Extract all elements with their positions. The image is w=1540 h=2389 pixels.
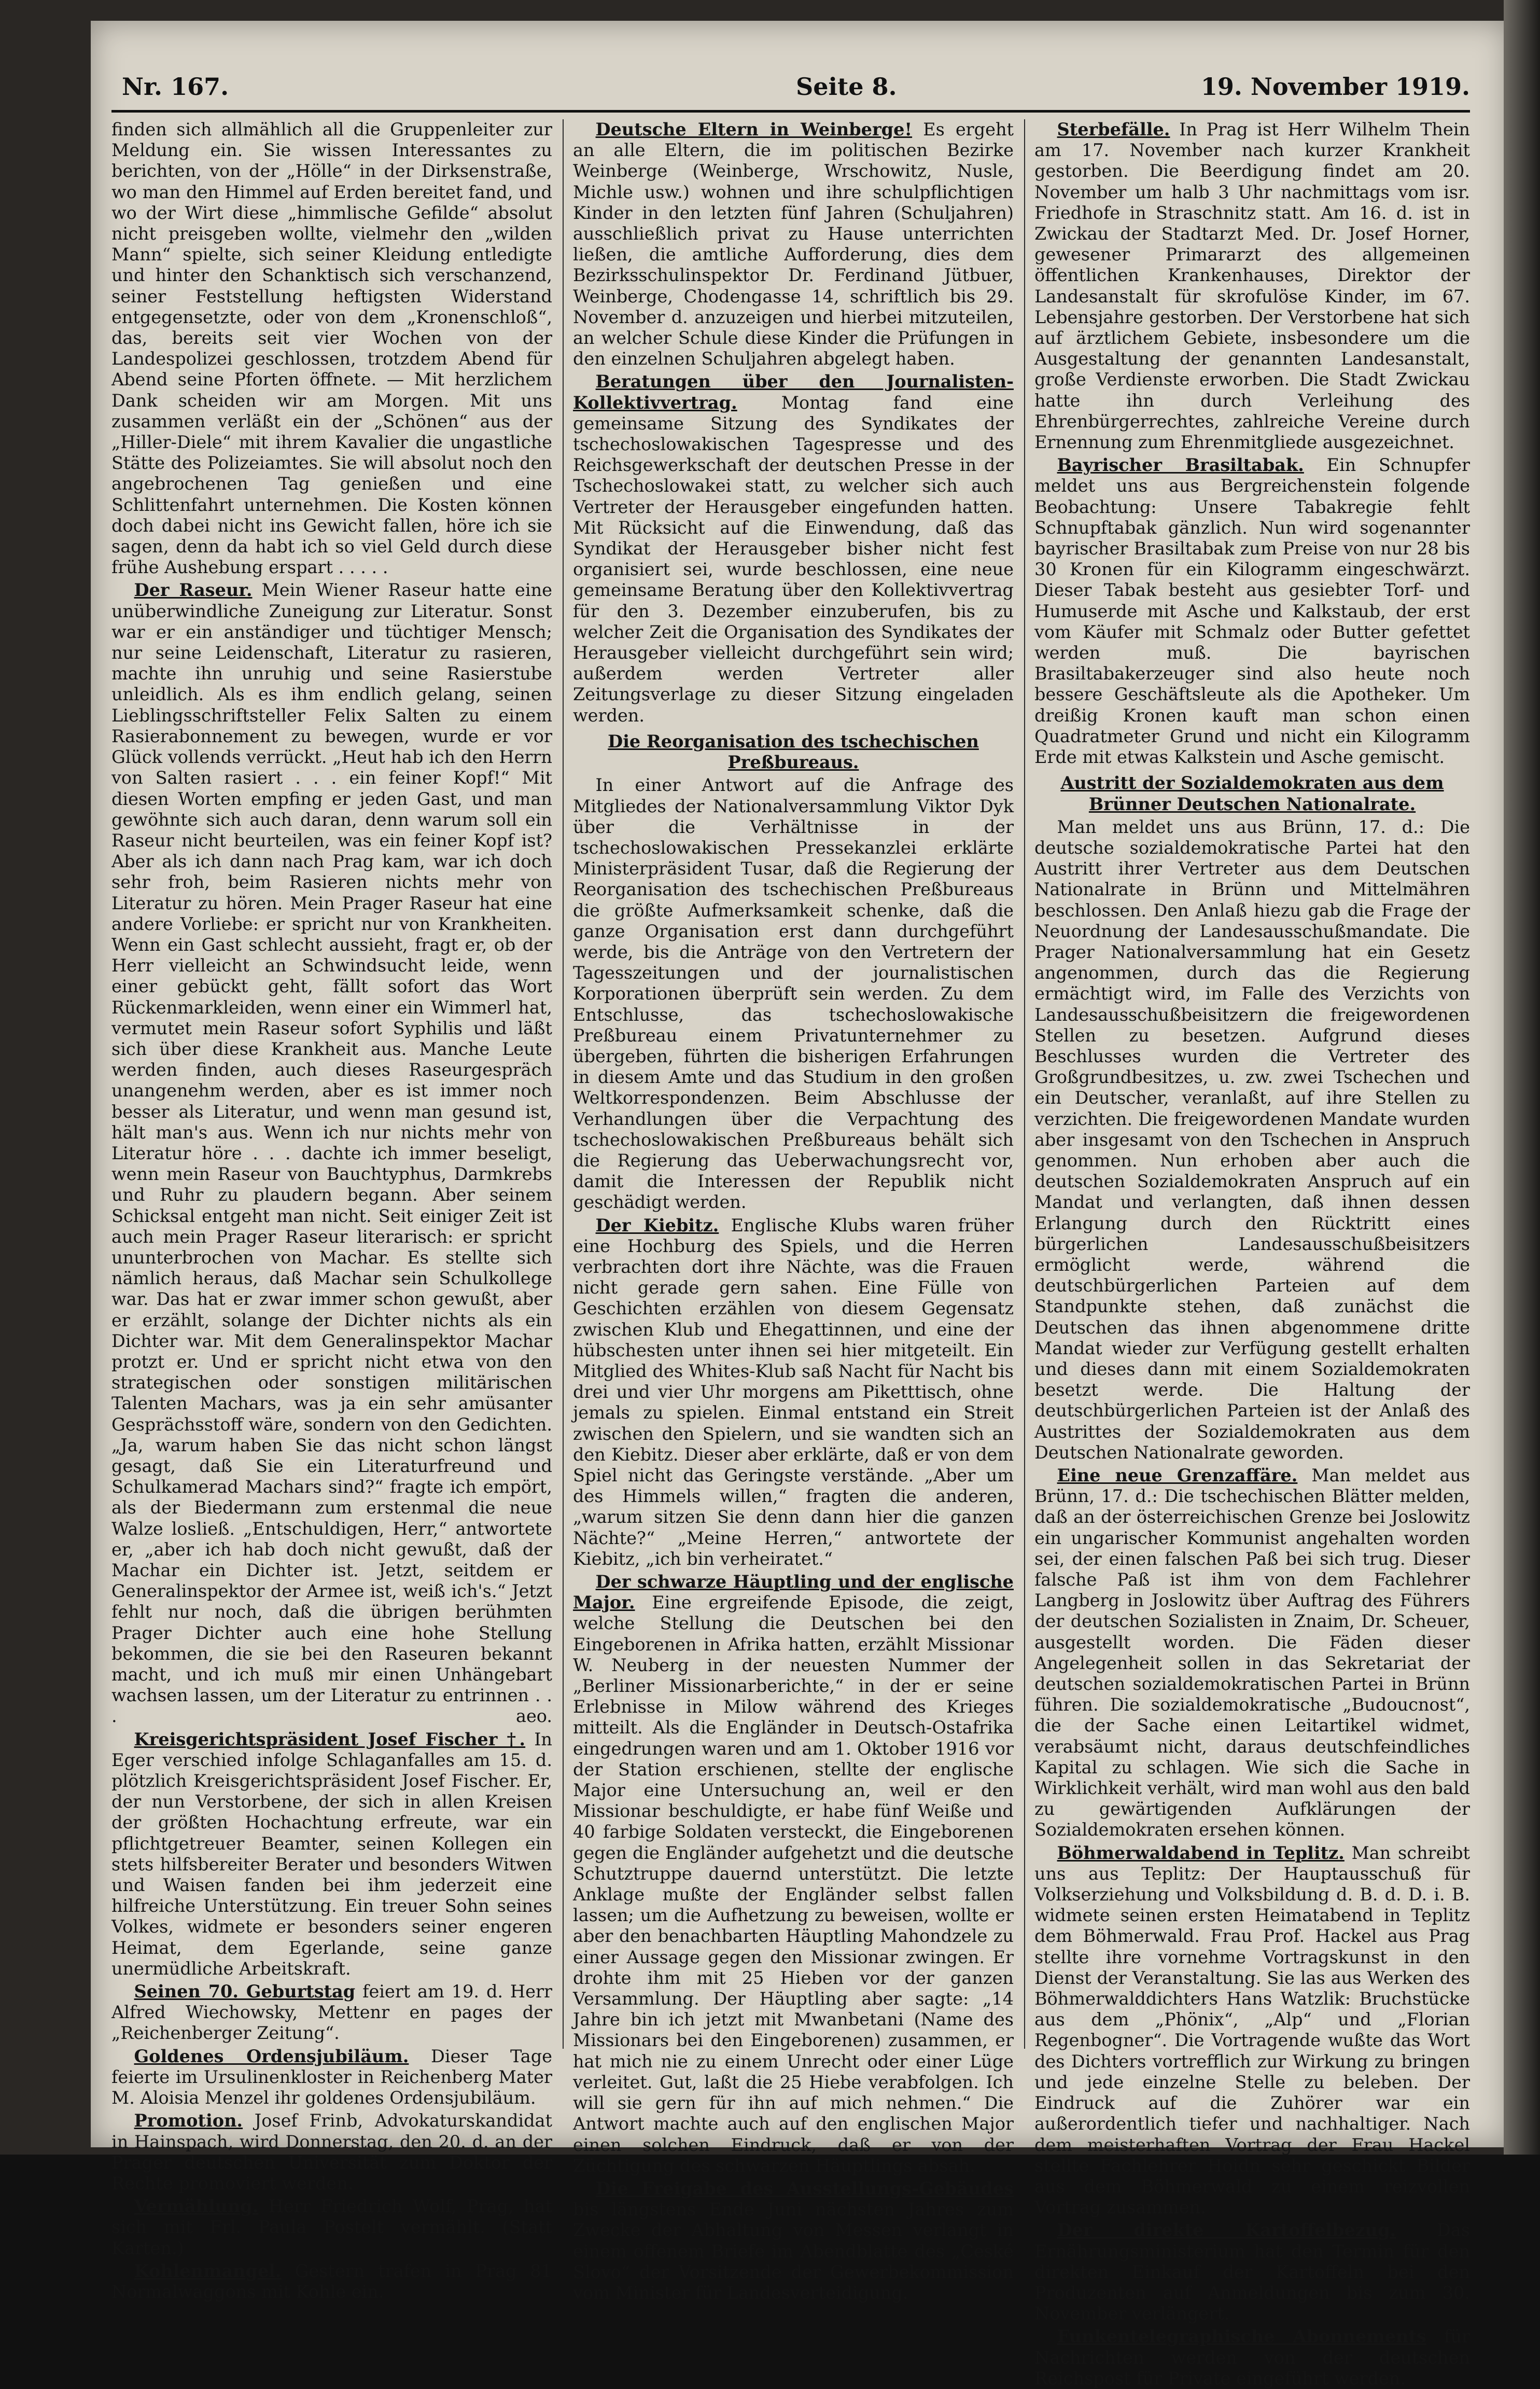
article-heading: Deutsche Eltern in Weinberge! — [595, 119, 913, 140]
article-heading-centered — [1034, 773, 1470, 814]
column-1 — [111, 119, 552, 2302]
page-number: Seite 8. — [796, 73, 897, 101]
page-edge — [1504, 0, 1540, 2155]
article-heading: Die Reorganisation des tschechischen Preßbureaus. — [608, 731, 979, 773]
article-austritt: Man meldet uns aus Brünn, 17. d.: Die deutsche sozialdemokratische Partei hat den Austritt ihrer Vertreter aus dem Deutschen Nationalrate in Brünn und Mittelmähren beschlossen. Den Anlaß hiezu gab die Frage der Neuordnung der Landesausschußmandate. Die Prager Nationalversammlung hat ein Gesetz angenommen, durch das die Regierung ermächtigt wird, im Falle des Verzichts von Landesausschußbeisitzern die freigewordenen Stellen zu besetzen. Aufgrund dieses Beschlusses wurden die Vertreter des Großgrundbesitzes, u. zw. zwei Tschechen und ein Deutscher, veranlaßt, auf ihre Stellen zu verzichten. Die freigewordenen Mandate wurden aber insgesamt von den Tschechen in Anspruch genommen. Nun erhoben aber auch die deutschen Sozialdemokraten Anspruch auf ein Mandat und verlangten, daß ihnen dessen Erlangung durch den Rücktritt eines bürgerlichen Landesausschußbeisitzers ermöglicht werde, während die deutschbürgerlichen Parteien auf dem Standpunkte stehen, daß zunächst die Deutschen das ihnen abgenommene dritte Mandat wieder zur Verfügung gestellt erhalten und dieses dann mit einem Sozialdemokraten besetzt werde. Die Haltung der deutschbürgerlichen Parteien ist der Anlaß des Austrittes der Sozialdemokraten aus dem Deutschen Nationalrate geworden. — [1034, 816, 1470, 1463]
article-continuation: finden sich allmählich all die Gruppenleiter zur Meldung ein. Sie wissen Interessantes zu berichten, von der „Hölle“ in der Dirksenstraße, wo man den Himmel auf Erden bereitet fand, und wo der Wirt diese „himmlische Gefilde“ absolut nicht preisgeben wollte, vielmehr den „wilden Mann“ spielte, sich seiner Kleidung entledigte und hinter den Schanktisch sich verschanzend, seiner Feststellung heftigsten Widerstand entgegensetzte, oder von dem „Kronenschloß“, das, bereits seit vier Wochen von der Landespolizei geschlossen, trotzdem Abend für Abend seine Pforten öffnete. — Mit herzlichem Dank scheiden wir am Morgen. Mit uns zusammen verläßt ein der „Schönen“ aus der „Hiller-Diele“ mit ihrem Kavalier die ungastliche Stätte des Polizeiamtes. Sie will absolut noch den angebrochenen Tag genießen und eine Schlittenfahrt unternehmen. Die Kosten können doch dabei nicht ins Gewicht fallen, höre ich sie sagen, denn da habt ich so viel Geld durch diese frühe Aushebung erspart . . . . . — [111, 119, 552, 578]
article-heading: Böhmerwaldabend in Teplitz. — [1057, 1842, 1345, 1863]
article-body: Es ergeht an alle Eltern, die im politischen Bezirke Weinberge (Weinberge, Wrschowitz, Nusle, Michle usw.) wohnen und ihre schulpflichtigen Kinder in den letzten fünf Jahren (Schuljahren) ausschließlich privat zu Hause unterrichten ließen, die amtliche Aufforderung, dies dem Bezirksschulinspektor Dr. Ferdinand Jütbuer, Weinberge, Chodengasse 14, schriftlich bis 29. November d. anzuzeigen und hierbei mitzuteilen, an welcher Schule diese Kinder die Prüfungen in den einzelnen Schuljahren abgelegt haben. — [573, 119, 1014, 369]
article-kohlenmangel — [111, 2261, 552, 2302]
article-brasiltabak — [1034, 455, 1470, 768]
article-heading: Sterbefälle. — [1057, 119, 1170, 140]
article-heading: Eine neue Grenzaffäre. — [1057, 1465, 1298, 1485]
article-body: Montag fand eine gemeinsame Sitzung des Syndikates der tschechoslowakischen Tagespresse und des Reichsgewerkschaft der deutschen Presse in der Tschechoslowakei statt, zu welcher sich auch Vertreter der Herausgeber eingefunden hatten. Mit Rücksicht auf die Einwendung, daß das Syndikat der Herausgeber bisher nicht fest organisiert sei, wurde beschlossen, eine neue gemeinsame Beratung über den Kollektivvertrag für den 3. Dezember einzuberufen, bis zu welcher Zeit die Organisation des Syndikates der Herausgeber vielleicht durchgeführt sein wird; außerdem werden Vertreter aller Zeitungsverlage zu dieser Sitzung eingeladen werden. — [573, 392, 1014, 726]
article-funkentelegraphie — [1034, 2326, 1470, 2389]
article-kiebitz — [573, 1215, 1014, 1569]
column-divider — [563, 119, 564, 2049]
article-heading: Kreisgerichtspräsident Josef Fischer †. — [134, 1729, 526, 1749]
article-boehmerwaldabend — [1034, 1843, 1470, 2218]
article-body: Ein Schnupfer meldet uns aus Bergreichenstein folgende Beobachtung: Unsere Tabakregie fehlt Schnupftabak gänzlich. Nun wird sogenannter bayrischer Brasiltabak zum Preise von nur 28 bis 30 Kronen für ein Kilogramm eingeschwärzt. Dieser Tabak besteht aus gesiebter Torf- und Humuserde mit Asche und Kalkstaub, der erst vom Käufer mit Schmalz oder Butter gefettet werden muß. Die bayrischen Brasiltabakerzeuger sind also heute noch bessere Geschäftsleute als die Apotheker. Um dreißig Kronen kauft man schon einen Quadratmeter Grund und nicht ein Kilogramm Erde mit etwas Kalkstein und Asche gemischt. — [1034, 455, 1470, 768]
article-heading: Seinen 70. Geburtstag — [134, 1981, 356, 2002]
article-promotion — [111, 2110, 552, 2194]
article-fischer — [111, 1729, 552, 1979]
issue-number: Nr. 167. — [122, 73, 229, 101]
article-body: für Nachrichten werden von der deutschen Reichspost für Private eingeführt werden. — [1034, 2326, 1470, 2388]
article-body: feiert am 19. d. Herr Alfred Wiechowsky, Mettenr en pages der „Reichenberger Zeitung“. — [111, 1981, 552, 2044]
article-heading: Der Kiebitz. — [595, 1215, 719, 1235]
article-body: In Eger verschied infolge Schlaganfalles am 15. d. plötzlich Kreisgerichtspräsident Josef Fischer. Er, der nun Verstorbene, der sich in allen Kreisen der größten Hochachtung erfreute, war ein pflichtgetreuer Beamter, seinen Kollegen ein stets hilfsbereiter Berater und besonders Witwen und Waisen fanden bei ihm jederzeit eine hilfreiche Unterstützung. Ein treuer Sohn seines Volkes, widmete er besonders seiner engeren Heimat, dem Egerlande, seine ganze unermüdliche Arbeitskraft. — [111, 1729, 552, 1979]
article-heading-centered — [573, 731, 1014, 773]
article-heading: Austritt der Sozialdemokraten aus dem Brünner Deutschen Nationalrate. — [1060, 773, 1444, 814]
article-body: Gestern trafen in Prag 81 Normalwaggons mit Kohle ein. — [111, 2260, 552, 2302]
article-heading: Der schwarze Häuptling und der englische Major. — [573, 1572, 1014, 1613]
article-ordensjubilaeum — [111, 2046, 552, 2109]
article-body: Mein Wiener Raseur hatte eine unüberwindliche Zuneigung zur Literatur. Sonst war er ein anständiger und tüchtiger Mensch; nur seine Leidenschaft, Literatur zu rasieren, machte ihn unruhig und seine Rasierstube unleidlich. Als es ihm endlich gelang, seinen Lieblingsschriftsteller Felix Salten zu einem Rasierabonnement zu bewegen, wurde er vor Glück vollends verrückt. „Heut hab ich den Herrn von Salten rasiert . . . ein feiner Kopf!“ Mit diesen Worten empfing er jeden Gast, und man gewöhnte sich auch daran, denn warum soll ein Raseur nicht beurteilen, was ein feiner Kopf ist? Aber als ich dann nach Prag kam, war ich doch sehr froh, beim Rasieren nichts mehr von Literatur zu hören. Mein Prager Raseur hat eine andere Vorliebe: er spricht nur von Krankheiten. Wenn ein Gast schlecht aussieht, fragt er, ob der Herr vielleicht an Schwindsucht leide, wenn einer gebückt geht, fällt sofort das Wort Rückenmarkleiden, wenn einer ein Wimmerl hat, vermutet mein Raseur sofort Syphilis und läßt sich über diese Krankheit aus. Manche Leute werden finden, auch dieses Raseurgespräch unangenehm werden, aber es ist immer noch besser als Literatur, und wenn man gesund ist, hält man's aus. Wenn ich nur nichts mehr von Literatur höre . . . dachte ich immer beseligt, wenn mein Raseur von Bauchtyphus, Darmkrebs und Ruhr zu plaudern begann. Aber seinem Schicksal entgeht man nicht. Seit einiger Zeit ist auch mein Prager Raseur literarisch: er spricht ununterbrochen von Machar. Es stellte sich nämlich heraus, daß Machar sein Schulkollege war. Das hat er zwar immer schon gewußt, aber er erzählt, solange der Dichter nichts als ein Dichter war. Mit dem Generalinspektor Machar protzt er. Und er spricht nicht etwa von den strategischen oder sonstigen militärischen Talenten Machars, was ja ein sehr amüsanter Gesprächsstoff wäre, sondern von den Gedichten. „Ja, warum haben Sie das nicht schon längst gesagt, daß Sie ein Literaturfreund und Schulkamerad Machars sind?“ fragte ich empört, als der Biedermann zum erstenmal die neue Walze losließ. „Entschuldigen, Herr,“ antwortete er, „aber ich hab doch nicht gewußt, daß der Machar ein Dichter ist. Jetzt, seitdem er Generalinspektor der Armee ist, weiß ich's.“ Jetzt fehlt nur noch, daß die übrigen berühmten Prager Dichter auch eine hohe Stellung bekommen, die sie bei den Raseuren bekannt macht, und ich muß mir einen Unhängebart wachsen lassen, um der Literatur zu entrinnen . . . — [111, 580, 552, 1727]
header-rule — [111, 110, 1470, 113]
page-header — [111, 73, 1470, 109]
article-raseur — [111, 580, 552, 1727]
article-body: Herr Friedrich Wolf, Prag, hat sich mit Frl. Paula Postelt vermählt. (Statt Karten.) — [111, 2196, 552, 2258]
article-kartoffelbezug — [1034, 2220, 1470, 2324]
article-body: Man meldet aus Brünn, 17. d.: Die tschechischen Blätter melden, daß an der österreichischen Grenze bei Joslowitz ein ungarischer Kommunist angehalten worden sei, der einen falschen Paß bei sich trug. Dieser falsche Paß ist ihm von dem Fachlehrer Langberg in Joslowitz über Auftrag des Führers der deutschen Sozialisten in Znaim, Dr. Scheuer, ausgestellt worden. Die Fäden dieser Angelegenheit sollen in das Sekretariat der deutschen sozialdemokratischen Partei in Brünn führen. Die sozialdemokratische „Budoucnost“, die der Sache einen Leitartikel widmet, verabsäumt nicht, daraus deutschfeindliches Kapital zu schlagen. Wie sich die Sache in Wirklichkeit verhält, wird man wohl aus den bald zu gewärtigenden Aufklärungen der Sozialdemokraten ersehen können. — [1034, 1465, 1470, 1840]
article-vermaehlung — [111, 2196, 552, 2259]
article-heading: Goldenes Ordensjubiläum. — [134, 2046, 409, 2066]
article-body: Eine ergreifende Episode, die zeigt, welche Stellung die Deutschen bei den Eingeborenen in Afrika hatten, erzählt Missionar W. Neuberg in der neuesten Nummer der „Berliner Missionarberichte,“ in der er seine Erlebnisse in Milow während des Krieges mitteilt. Als die Engländer in Deutsch-Ostafrika eingedrungen waren und am 1. Oktober 1916 vor der Station erschienen, stellte der englische Major eine Untersuchung an, weil er den Missionar beschuldigte, er habe fünf Weiße und 40 farbige Soldaten versteckt, die Eingeborenen gegen die Engländer aufgehetzt und die deutsche Schutztruppe dauernd unterstützt. Die letzte Anklage mußte der Engländer selbst fallen lassen; um die Aufhetzung zu beweisen, wollte er aber den benachbarten Häuptling Mahondzele zu einer Aussage gegen den Missionar zwingen. Er drohte ihm mit 25 Hieben vor der ganzen Versammlung. Der Häuptling aber sagte: „14 Jahre bin ich jetzt mit Mwanbetani (Name des Missionars bei den Eingeborenen) zusammen, er hat mich nie zu einem Unrecht oder einer Lüge verleitet. Gut, laßt die 25 Hiebe verabfolgen. Ich will sie gern für ihn auf mich nehmen.“ Die Antwort machte auch auf den englischen Major einen solchen Eindruck, daß er von der Züchtigung des schwarzen Häuptlings absah. — [573, 1592, 1014, 2176]
article-heading: Der Raseur. — [134, 580, 253, 601]
article-journalisten — [573, 371, 1014, 726]
article-sterbefaelle — [1034, 119, 1470, 453]
article-heading: Der direkte Kartoffelbezug. — [1057, 2220, 1396, 2241]
article-heading: Beratungen über den Journalisten-Kollektivvertrag. — [573, 371, 1014, 413]
article-body: Man schreibt uns aus Teplitz: Der Hauptausschuß für Volkserziehung und Volksbildung d. B. d. D. i. B. widmete seinen ersten Heimatabend in Teplitz dem Böhmerwald. Frau Prof. Hackel aus Prag stellte ihre vornehme Vortragskunst in den Dienst der Veranstaltung. Sie las aus Werken des Böhmerwalddichters Hans Watzlik: Bruchstücke aus dem „Phönix“, „Alp“ und „Florian Regenbogner“. Die Vortragende wußte das Wort des Dichters vortrefflich zur Wirkung zu bringen und jede einzelne Stelle zu beleben. Der Eindruck auf die Zuhörer war ein außerordentlich tiefer und nachhaltiger. Nach dem meisterhaften Vortrag der Frau Hackel stellte Fachlehrer Hoidn sehr geschickt Bilder aus dem Böhmerwald zu einem reizvollen Vortrag zusammen. — [1034, 1842, 1470, 2218]
article-eltern — [573, 119, 1014, 369]
article-freigabe — [573, 2178, 1014, 2303]
article-heading: Vermählung. — [134, 2196, 259, 2217]
column-divider — [1024, 119, 1025, 2049]
column-2 — [573, 119, 1014, 2303]
article-body: Dieser Tage feierte im Ursulinenkloster in Reichenberg Mater M. Aloisia Menzel ihr goldenes Ordensjubiläum. — [111, 2046, 552, 2108]
article-heading: Promotion. — [134, 2110, 243, 2131]
article-heading: Bayrischer Brasiltabak. — [1057, 455, 1304, 476]
article-heading: Kohlenmangel. — [134, 2260, 282, 2281]
article-body: Englische Klubs waren früher eine Hochburg des Spiels, und die Herren verbrachten dort ihre Nächte, was die Frauen nicht gerade gern sahen. Eine Fülle von Geschichten erzählen von diesem Gegensatz zwischen Klub und Ehegattinnen, und eine der hübschesten unter ihnen sei hier mitgeteilt. Ein Mitglied des Whites-Klub saß Nacht für Nacht bis drei und vier Uhr morgens am Piketttisch, ohne jemals zu spielen. Einmal entstand ein Streit zwischen den Spielern, und sie wandten sich an den Kiebitz. Dieser aber erklärte, daß er von dem Spiel nicht das Geringste verstände. „Aber um des Himmels willen,“ fragten die anderen, „warum sitzen Sie denn dann hier die ganzen Nächte?“ „Meine Herren,“ antwortete der Kiebitz, „ich bin verheiratet.“ — [573, 1215, 1014, 1569]
article-body: Josef Frinb, Advokaturskandidat in Hainspach, wird Donnerstag, den 20. d. an der Prager deutschen Universität zum Doktor der Rechte promoviert werden. — [111, 2110, 552, 2193]
author-signature: aeo. — [515, 1706, 552, 1727]
article-body: bis längstens Ende Juni nächsten Jahres zum Zwecke der Abhaltung von Messen verlangt in einem offenem Briefe im Abendblatte des „Ceské Slovo“ der Vorsitzende der Gewerbekommission vom Minister für Landesverteidigung. — [573, 2199, 1014, 2303]
article-body: In Prag ist Herr Wilhelm Thein am 17. November nach kurzer Krankheit gestorben. Die Beerdigung findet am 20. November um halb 3 Uhr nachmittags vom isr. Friedhofe in Straschnitz statt. Am 16. d. ist in Zwickau der Stadtarzt Med. Dr. Josef Horner, gewesener Primararzt des allgemeinen öffentlichen Krankenhauses, Direktor der Landesanstalt für skrofulöse Kinder, im 67. Lebensjahre gestorben. Der Verstorbene hat sich auf ärztlichem Gebiete, insbesondere um die Ausgestaltung der genannten Landesanstalt, große Verdienste erworben. Die Stadt Zwickau hatte ihn durch Verleihung des Ehrenbürgerrechtes, zahlreiche Vereine durch Ernennung zum Ehrenmitgliede ausgezeichnet. — [1034, 119, 1470, 453]
issue-date: 19. November 1919. — [1200, 73, 1470, 101]
column-3 — [1034, 119, 1470, 2388]
article-grenzaffaere — [1034, 1465, 1470, 1841]
article-heading: Die Freigabe des Ausstellungs-Gebäudes — [595, 2178, 1014, 2199]
article-major — [573, 1572, 1014, 2176]
article-geburtstag — [111, 1981, 552, 2044]
article-reorganisation: In einer Antwort auf die Anfrage des Mitgliedes der Nationalversammlung Viktor Dyk über die Verhältnisse in der tschechoslowakischen Pressekanzlei erklärte Ministerpräsident Tusar, daß die Regierung der Reorganisation des tschechischen Preßbureaus die größte Aufmerksamkeit schenke, daß die ganze Organisation erst dann durchgeführt werde, bis die Anträge von den Vertretern der Tagesszeitungen und der journalistischen Korporationen überprüft sein werden. Zu dem Entschlusse, das tschechoslowakische Preßbureau einem Privatunternehmer zu übergeben, führten die bisherigen Erfahrungen in diesem Amte und das Studium in den großen Weltkorrespondenzen. Beim Abschlusse der Verhandlungen über die Verpachtung des tschechoslowakischen Preßbureaus behält sich die Regierung das Ueberwachungsrecht vor, damit die Interessen der Republik nicht geschädigt werden. — [573, 775, 1014, 1213]
article-heading: Funkentelegraphische Abonnements — [1057, 2326, 1426, 2347]
article-body: Das Ernährungsministerium hat den Termin für den direkten Einkauf der Kartoffeln bei den Produzenten auf Anmeldungen bis zum 30. November verlängert. — [1034, 2220, 1470, 2324]
